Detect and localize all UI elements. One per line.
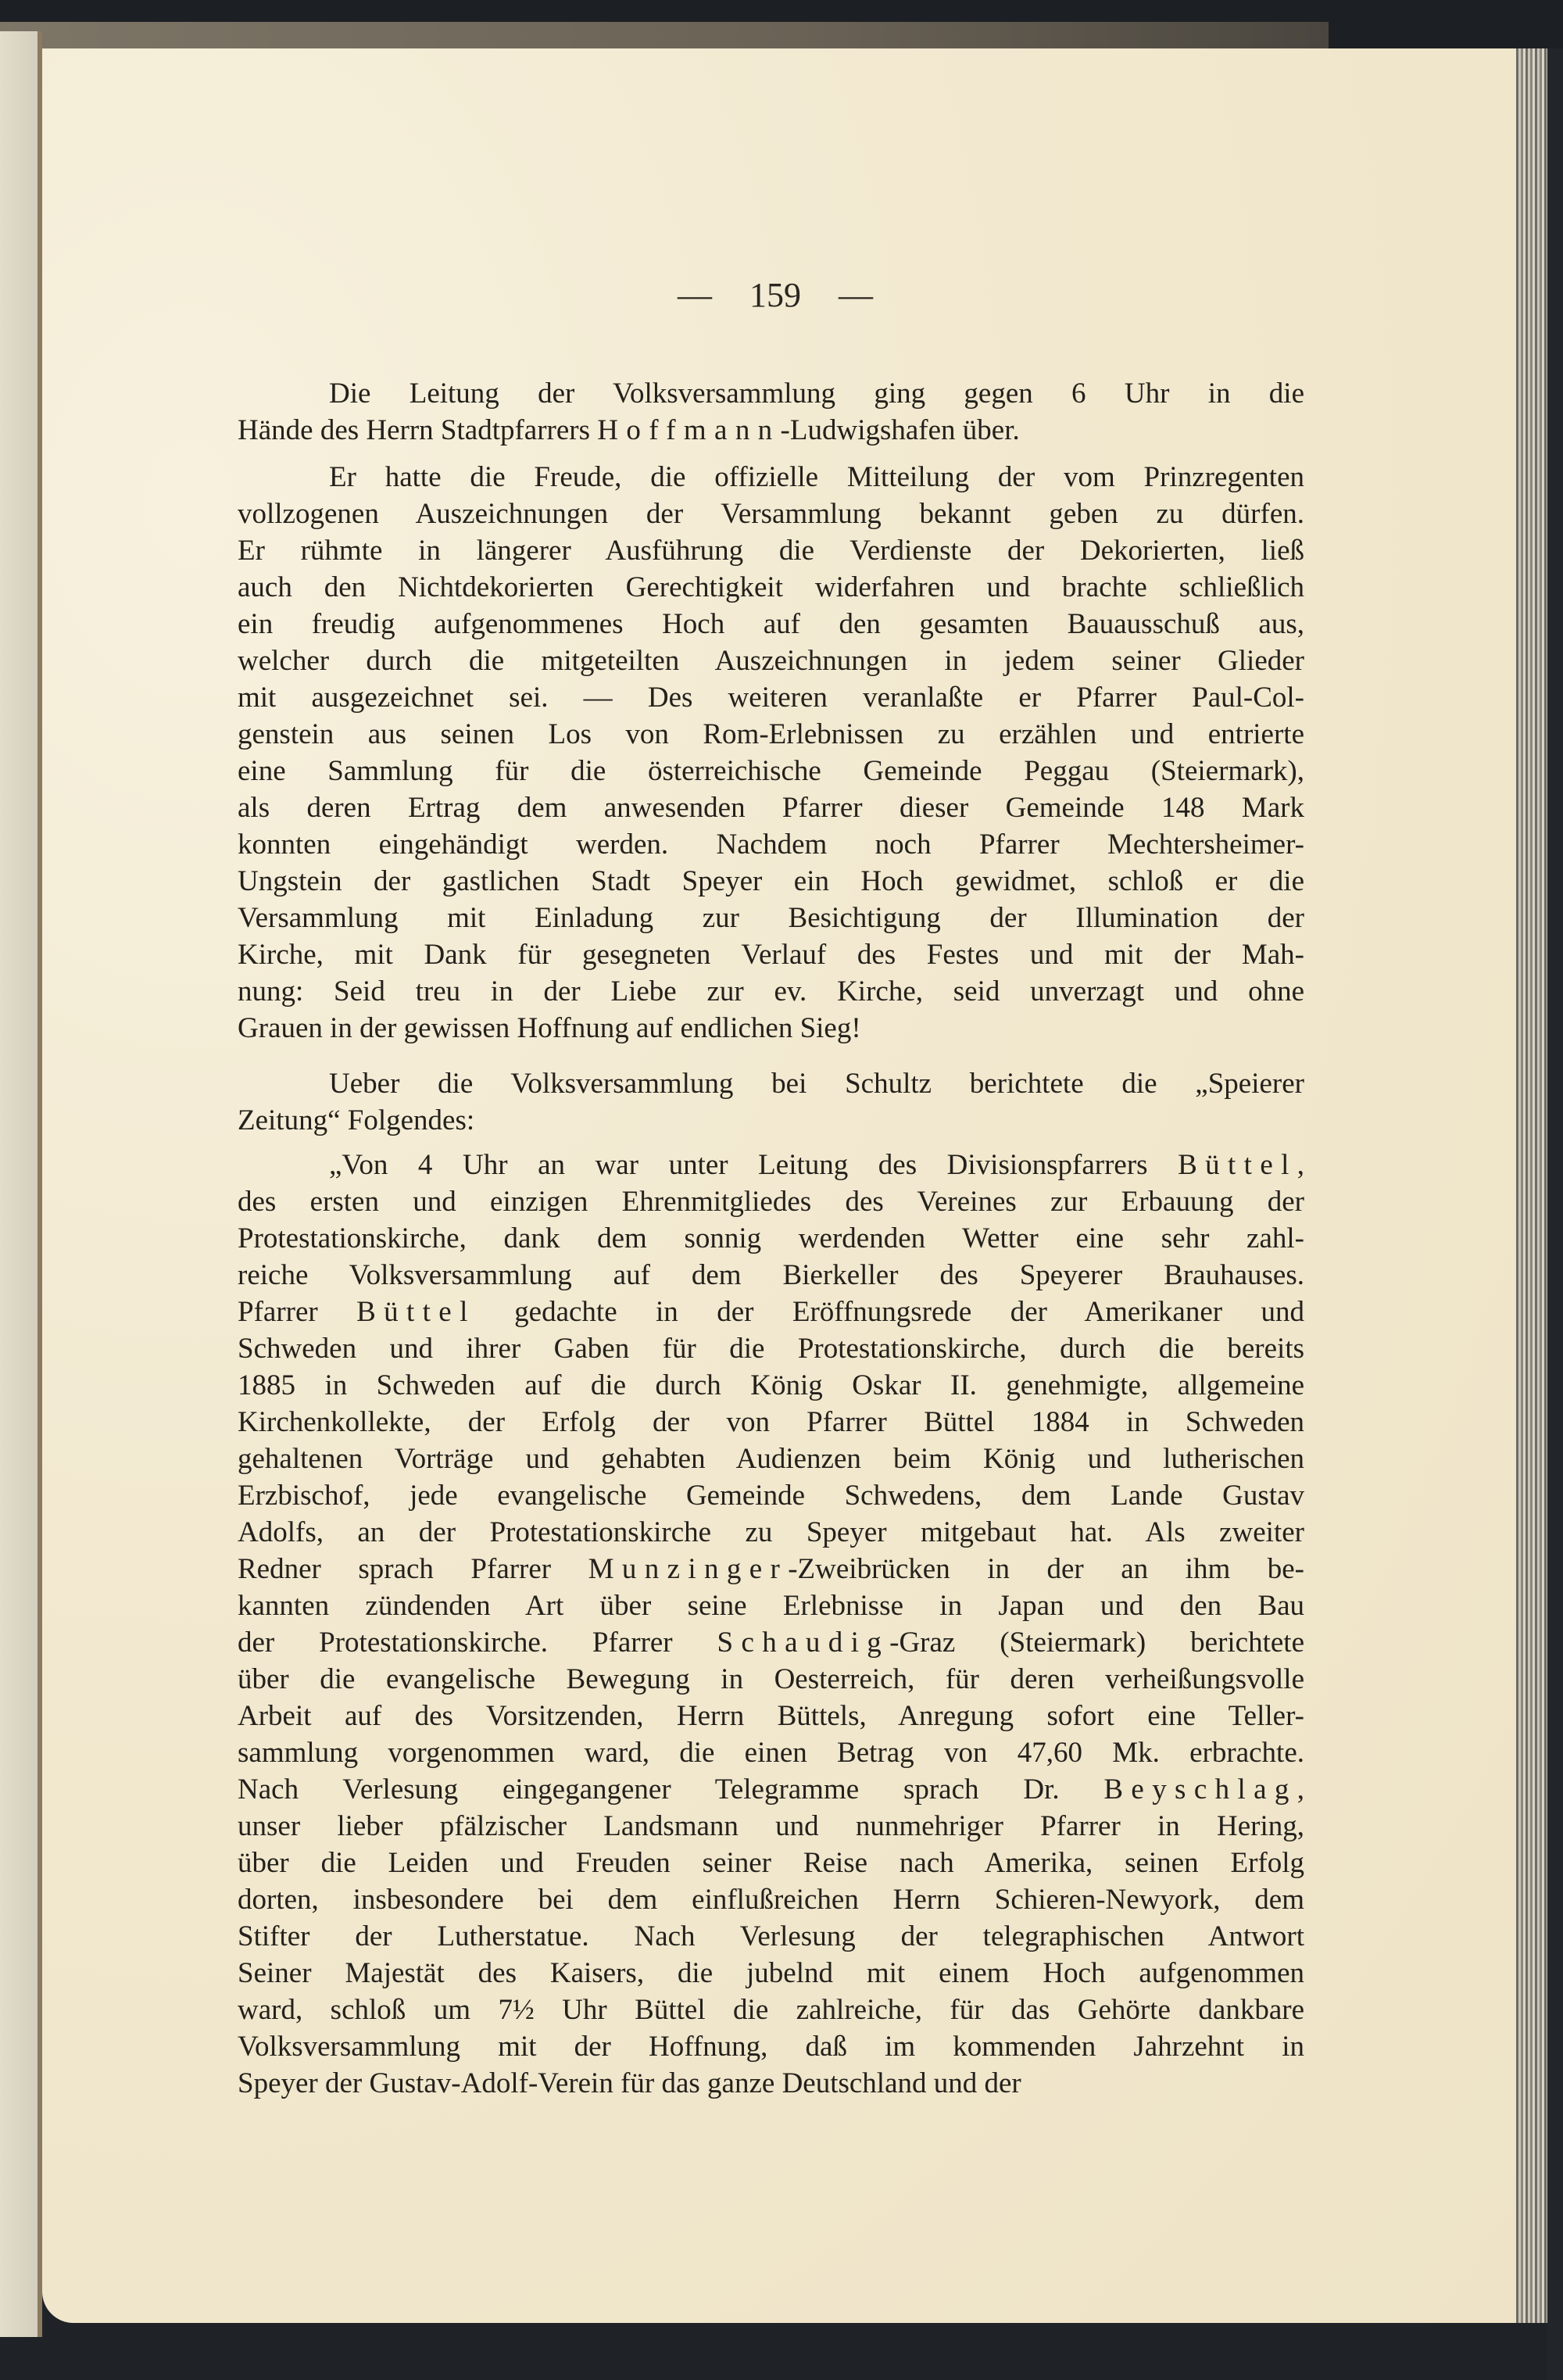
text-line xyxy=(238,412,1304,449)
text-line xyxy=(238,1992,1304,2028)
text-segment: Redner sprach Pfarrer xyxy=(238,1553,588,1585)
text-segment: Seiner Majestät des Kaisers, die jubelnd mit einem Hoch aufgenommen xyxy=(238,1957,1304,1989)
text-segment: auch den Nichtdekorierten Gerechtigkeit widerfahren und brachte schließlich xyxy=(238,571,1304,603)
text-line xyxy=(238,459,1304,496)
text-line xyxy=(238,1367,1304,1404)
text-line xyxy=(238,1808,1304,1845)
text-segment: -Zweibrücken in der an ihm be- xyxy=(788,1553,1304,1585)
text-segment: Stifter der Lutherstatue. Nach Verlesung der telegraphischen Antwort xyxy=(238,1920,1304,1952)
text-line xyxy=(238,1551,1304,1587)
text-segment: -Graz (Steiermark) berichtete xyxy=(889,1627,1304,1659)
text-segment: , xyxy=(1297,1149,1304,1181)
text-segment: sammlung vorgenommen ward, die einen Betrag von 47,60 Mk. erbrachte. xyxy=(238,1737,1304,1769)
page-number-dash-left: — xyxy=(678,276,712,314)
text-segment: vollzogenen Auszeichnungen der Versammlung bekannt geben zu dürfen. xyxy=(238,498,1304,530)
paragraph xyxy=(238,459,1304,1047)
text-segment: Ueber die Volksversammlung bei Schultz berichtete die „Speierer xyxy=(329,1068,1304,1100)
text-line xyxy=(238,1441,1304,1477)
text-line xyxy=(238,496,1304,532)
paragraph xyxy=(238,375,1304,449)
text-segment: welcher durch die mitgeteilten Auszeichnungen in jedem seiner Glieder xyxy=(238,645,1304,677)
page-number-value: 159 xyxy=(749,276,801,314)
text-segment: gehaltenen Vorträge und gehabten Audienzen beim König und lutherischen xyxy=(238,1443,1304,1475)
text-line xyxy=(238,606,1304,642)
text-segment: Schweden und ihrer Gaben für die Protestationskirche, durch die bereits xyxy=(238,1333,1304,1365)
page-stack-edges xyxy=(1516,48,1547,2323)
spaced-name: Büttel xyxy=(356,1296,476,1328)
spaced-name: Hoffmann xyxy=(597,414,781,446)
text-line xyxy=(238,532,1304,569)
text-segment: ward, schloß um 7½ Uhr Büttel die zahlreiche, für das Gehörte dankbare xyxy=(238,1994,1304,2026)
text-segment: , xyxy=(1297,1773,1304,1806)
text-segment: ein freudig aufgenommenes Hoch auf den gesamten Bauausschuß aus, xyxy=(238,608,1304,640)
text-segment: 1885 in Schweden auf die durch König Oskar II. genehmigte, allgemeine xyxy=(238,1369,1304,1401)
book-cover-right xyxy=(1547,48,1563,2380)
text-line xyxy=(238,1065,1304,1102)
text-segment: Pfarrer xyxy=(238,1296,357,1328)
text-segment: genstein aus seinen Los von Rom-Erlebnissen zu erzählen und entrierte xyxy=(238,718,1304,750)
text-line xyxy=(238,2028,1304,2065)
text-segment: Hände des Herrn Stadtpfarrers xyxy=(238,414,598,446)
text-segment: mit ausgezeichnet sei. — Des weiteren veranlaßte er Pfarrer Paul-Col- xyxy=(238,682,1304,714)
text-line xyxy=(238,1698,1304,1734)
text-line xyxy=(238,1514,1304,1551)
book-page xyxy=(42,48,1516,2323)
text-line xyxy=(238,642,1304,679)
paragraph xyxy=(238,1147,1304,2102)
text-segment: Grauen in der gewissen Hoffnung auf endlichen Sieg! xyxy=(238,1012,861,1044)
text-line xyxy=(238,1102,1304,1139)
text-line xyxy=(238,1845,1304,1881)
text-segment: über die Leiden und Freuden seiner Reise nach Amerika, seinen Erfolg xyxy=(238,1847,1304,1879)
text-line xyxy=(238,1918,1304,1955)
text-line xyxy=(238,1624,1304,1661)
text-segment: Erzbischof, jede evangelische Gemeinde Schwedens, dem Lande Gustav xyxy=(238,1480,1304,1512)
text-segment: Kirchenkollekte, der Erfolg der von Pfarrer Büttel 1884 in Schweden xyxy=(238,1406,1304,1438)
text-line xyxy=(238,569,1304,606)
text-line xyxy=(238,1661,1304,1698)
text-line xyxy=(238,1404,1304,1441)
text-segment: Volksversammlung mit der Hoffnung, daß im kommenden Jahrzehnt in xyxy=(238,2031,1304,2063)
spaced-name: Schaudig xyxy=(717,1627,890,1659)
text-line xyxy=(238,716,1304,753)
text-line xyxy=(238,1771,1304,1808)
text-line xyxy=(238,826,1304,863)
body-text xyxy=(238,375,1304,2102)
text-segment: über die evangelische Bewegung in Oesterreich, für deren verheißungsvolle xyxy=(238,1663,1304,1695)
text-line xyxy=(238,375,1304,412)
text-line xyxy=(238,936,1304,973)
text-segment: Adolfs, an der Protestationskirche zu Speyer mitgebaut hat. Als zweiter xyxy=(238,1516,1304,1548)
text-segment: nung: Seid treu in der Liebe zur ev. Kirche, seid unverzagt und ohne xyxy=(238,975,1304,1007)
text-line xyxy=(238,1955,1304,1992)
text-line xyxy=(238,1220,1304,1257)
text-line xyxy=(238,1587,1304,1624)
text-line xyxy=(238,1734,1304,1771)
text-line xyxy=(238,1294,1304,1330)
text-segment: gedachte in der Eröffnungsrede der Amerikaner und xyxy=(475,1296,1304,1328)
text-segment: unser lieber pfälzischer Landsmann und nunmehriger Pfarrer in Hering, xyxy=(238,1810,1304,1842)
text-segment: dorten, insbesondere bei dem einflußreichen Herrn Schieren-Newyork, dem xyxy=(238,1884,1304,1916)
text-line xyxy=(238,1147,1304,1183)
text-line xyxy=(238,1881,1304,1918)
text-segment: Er rühmte in längerer Ausführung die Verdienste der Dekorierten, ließ xyxy=(238,535,1304,567)
text-line xyxy=(238,1330,1304,1367)
text-line xyxy=(238,679,1304,716)
text-line xyxy=(238,1010,1304,1047)
text-segment: des ersten und einzigen Ehrenmitgliedes des Vereines zur Erbauung der xyxy=(238,1186,1304,1218)
text-segment: Kirche, mit Dank für gesegneten Verlauf des Festes und mit der Mah- xyxy=(238,939,1304,971)
text-segment: Versammlung mit Einladung zur Besichtigung der Illumination der xyxy=(238,902,1304,934)
text-segment: Er hatte die Freude, die offizielle Mitteilung der vom Prinzregenten xyxy=(329,461,1304,493)
book-headband xyxy=(0,22,1329,48)
text-line xyxy=(238,863,1304,900)
text-line xyxy=(238,973,1304,1010)
text-line xyxy=(238,1183,1304,1220)
text-segment: eine Sammlung für die österreichische Gemeinde Peggau (Steiermark), xyxy=(238,755,1304,787)
text-segment: Die Leitung der Volksversammlung ging gegen 6 Uhr in die xyxy=(329,378,1304,410)
spaced-name: Büttel xyxy=(1178,1149,1297,1181)
text-segment: reiche Volksversammlung auf dem Bierkeller des Speyerer Brauhauses. xyxy=(238,1259,1304,1291)
text-line xyxy=(238,900,1304,936)
text-segment: konnten eingehändigt werden. Nachdem noch Pfarrer Mechtersheimer- xyxy=(238,829,1304,861)
text-segment: Protestationskirche, dank dem sonnig werdenden Wetter eine sehr zahl- xyxy=(238,1222,1304,1254)
text-segment: Zeitung“ Folgendes: xyxy=(238,1104,475,1136)
text-line xyxy=(238,1477,1304,1514)
text-line xyxy=(238,1257,1304,1294)
page-number xyxy=(42,275,1508,315)
text-segment: -Ludwigshafen über. xyxy=(780,414,1020,446)
spaced-name: Munzinger xyxy=(588,1553,789,1585)
text-segment: als deren Ertrag dem anwesenden Pfarrer dieser Gemeinde 148 Mark xyxy=(238,792,1304,824)
text-line xyxy=(238,753,1304,789)
text-segment: Ungstein der gastlichen Stadt Speyer ein Hoch gewidmet, schloß er die xyxy=(238,865,1304,897)
paragraph xyxy=(238,1065,1304,1139)
text-segment: kannten zündenden Art über seine Erlebnisse in Japan und den Bau xyxy=(238,1590,1304,1622)
text-segment: Nach Verlesung eingegangener Telegramme sprach Dr. xyxy=(238,1773,1104,1806)
previous-page-edge xyxy=(0,31,41,2337)
text-line xyxy=(238,789,1304,826)
page-number-dash-right: — xyxy=(839,276,873,314)
text-line xyxy=(238,2065,1304,2102)
text-segment: Speyer der Gustav-Adolf-Verein für das ganze Deutschland und der xyxy=(238,2067,1021,2099)
spaced-name: Beyschlag xyxy=(1103,1773,1297,1806)
text-segment: Arbeit auf des Vorsitzenden, Herrn Büttels, Anregung sofort eine Teller- xyxy=(238,1700,1304,1732)
text-segment: „Von 4 Uhr an war unter Leitung des Divisionspfarrers xyxy=(329,1149,1179,1181)
text-segment: der Protestationskirche. Pfarrer xyxy=(238,1627,717,1659)
